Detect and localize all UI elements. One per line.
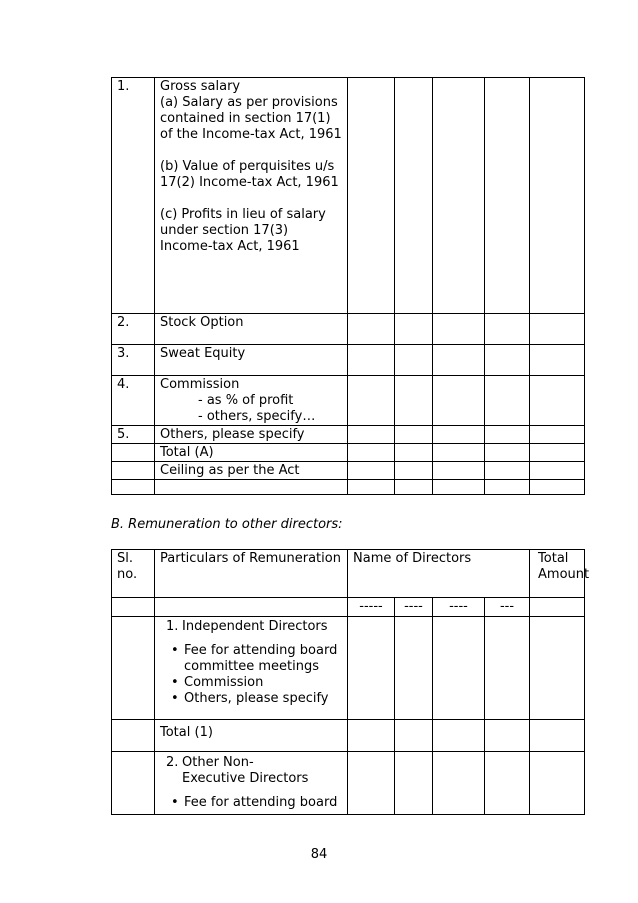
- table-row: [112, 78, 585, 314]
- value-cell: [395, 78, 433, 314]
- sl-no-header: Sl. no.: [112, 550, 155, 598]
- row-line: (b) Value of perquisites u/s 17(2) Income-tax Act, 1961: [160, 159, 339, 190]
- value-cell: [348, 720, 395, 752]
- sl-cell: [112, 752, 155, 815]
- group-number: 2.: [166, 755, 179, 770]
- sl-cell: [112, 720, 155, 752]
- list-item: • Fee for attending board committee meetings: [184, 643, 342, 675]
- value-cell: [348, 480, 395, 495]
- director-placeholder: ----: [395, 598, 433, 617]
- value-cell: [530, 617, 585, 720]
- row-line: - others, specify…: [198, 409, 316, 424]
- value-cell: [530, 720, 585, 752]
- table-row: [112, 426, 585, 444]
- value-cell: [348, 462, 395, 480]
- value-cell: [485, 426, 530, 444]
- table-row: [112, 462, 585, 480]
- table-row: [112, 444, 585, 462]
- value-cell: [348, 444, 395, 462]
- row-title: Gross salary: [160, 79, 241, 94]
- value-cell: [433, 444, 485, 462]
- value-cell: [348, 376, 395, 426]
- value-cell: [395, 462, 433, 480]
- table-row: [112, 720, 585, 752]
- table-row: [112, 376, 585, 426]
- row-title: Commission: [160, 377, 240, 392]
- total-cell: Total (1): [155, 720, 348, 752]
- value-cell: [348, 78, 395, 314]
- sl-cell: 5.: [112, 426, 155, 444]
- particulars-cell: Sweat Equity: [155, 345, 348, 376]
- particulars-cell: [155, 480, 348, 495]
- value-cell: [530, 444, 585, 462]
- remuneration-table-a: [111, 77, 585, 495]
- section-b-heading: B. Remuneration to other directors:: [111, 517, 343, 532]
- value-cell: [395, 426, 433, 444]
- particulars-cell: Stock Option: [155, 314, 348, 345]
- value-cell: [485, 376, 530, 426]
- value-cell: [433, 426, 485, 444]
- particulars-header: Particulars of Remuneration: [155, 550, 348, 598]
- particulars-cell: [155, 752, 348, 815]
- particulars-cell: [155, 598, 348, 617]
- value-cell: [433, 376, 485, 426]
- sl-cell: 1.: [112, 78, 155, 314]
- group-title: Other Non-Executive Directors: [182, 755, 309, 786]
- page-number: 84: [310, 847, 328, 862]
- value-cell: [433, 480, 485, 495]
- value-cell: [530, 314, 585, 345]
- value-cell: [530, 480, 585, 495]
- value-cell: [530, 426, 585, 444]
- table-row: [112, 314, 585, 345]
- value-cell: [530, 598, 585, 617]
- value-cell: [433, 314, 485, 345]
- table-row: [112, 617, 585, 720]
- sl-cell: [112, 598, 155, 617]
- value-cell: [485, 617, 530, 720]
- total-amount-header: Total Amount: [530, 550, 585, 598]
- list-item: • Fee for attending board: [184, 795, 342, 811]
- value-cell: [530, 752, 585, 815]
- value-cell: [395, 720, 433, 752]
- value-cell: [395, 376, 433, 426]
- director-placeholder: ----: [433, 598, 485, 617]
- remuneration-table-b: [111, 549, 590, 815]
- value-cell: [395, 314, 433, 345]
- value-cell: [530, 78, 585, 314]
- value-cell: [485, 78, 530, 314]
- value-cell: [530, 345, 585, 376]
- value-cell: [485, 752, 530, 815]
- value-cell: [348, 345, 395, 376]
- particulars-cell: Total (A): [155, 444, 348, 462]
- value-cell: [485, 345, 530, 376]
- particulars-cell: Ceiling as per the Act: [155, 462, 348, 480]
- particulars-cell: [155, 78, 348, 314]
- director-placeholder: ---: [485, 598, 530, 617]
- value-cell: [433, 462, 485, 480]
- particulars-cell: [155, 376, 348, 426]
- value-cell: [395, 444, 433, 462]
- value-cell: [530, 376, 585, 426]
- value-cell: [348, 314, 395, 345]
- value-cell: [395, 345, 433, 376]
- name-of-directors-header: Name of Directors: [348, 550, 530, 598]
- value-cell: [485, 444, 530, 462]
- value-cell: [485, 720, 530, 752]
- table-header-row: [112, 550, 585, 598]
- row-line: (a) Salary as per provisions contained in section 17(1) of the Income-tax Act, 1961: [160, 95, 342, 142]
- value-cell: [433, 345, 485, 376]
- list-item: • Others, please specify: [184, 691, 342, 707]
- list-item: • Commission: [184, 675, 342, 691]
- value-cell: [433, 752, 485, 815]
- value-cell: [485, 462, 530, 480]
- value-cell: [395, 617, 433, 720]
- value-cell: [395, 752, 433, 815]
- sl-cell: [112, 480, 155, 495]
- value-cell: [348, 752, 395, 815]
- value-cell: [433, 720, 485, 752]
- value-cell: [433, 617, 485, 720]
- table-row: [112, 345, 585, 376]
- table-row: [112, 752, 585, 815]
- sl-cell: 3.: [112, 345, 155, 376]
- sl-cell: [112, 462, 155, 480]
- value-cell: [395, 480, 433, 495]
- value-cell: [348, 426, 395, 444]
- value-cell: [530, 462, 585, 480]
- sl-cell: 2.: [112, 314, 155, 345]
- sl-cell: 4.: [112, 376, 155, 426]
- table-row: [112, 480, 585, 495]
- value-cell: [485, 314, 530, 345]
- sl-cell: [112, 617, 155, 720]
- particulars-cell: [155, 617, 348, 720]
- value-cell: [485, 480, 530, 495]
- group-number: 1.: [166, 619, 179, 634]
- value-cell: [348, 617, 395, 720]
- particulars-cell: Others, please specify: [155, 426, 348, 444]
- sl-cell: [112, 444, 155, 462]
- row-line: - as % of profit: [198, 393, 294, 408]
- row-line: (c) Profits in lieu of salary under section 17(3) Income-tax Act, 1961: [160, 207, 326, 254]
- table-row: [112, 598, 585, 617]
- value-cell: [433, 78, 485, 314]
- group-title: Independent Directors: [182, 619, 328, 634]
- director-placeholder: -----: [348, 598, 395, 617]
